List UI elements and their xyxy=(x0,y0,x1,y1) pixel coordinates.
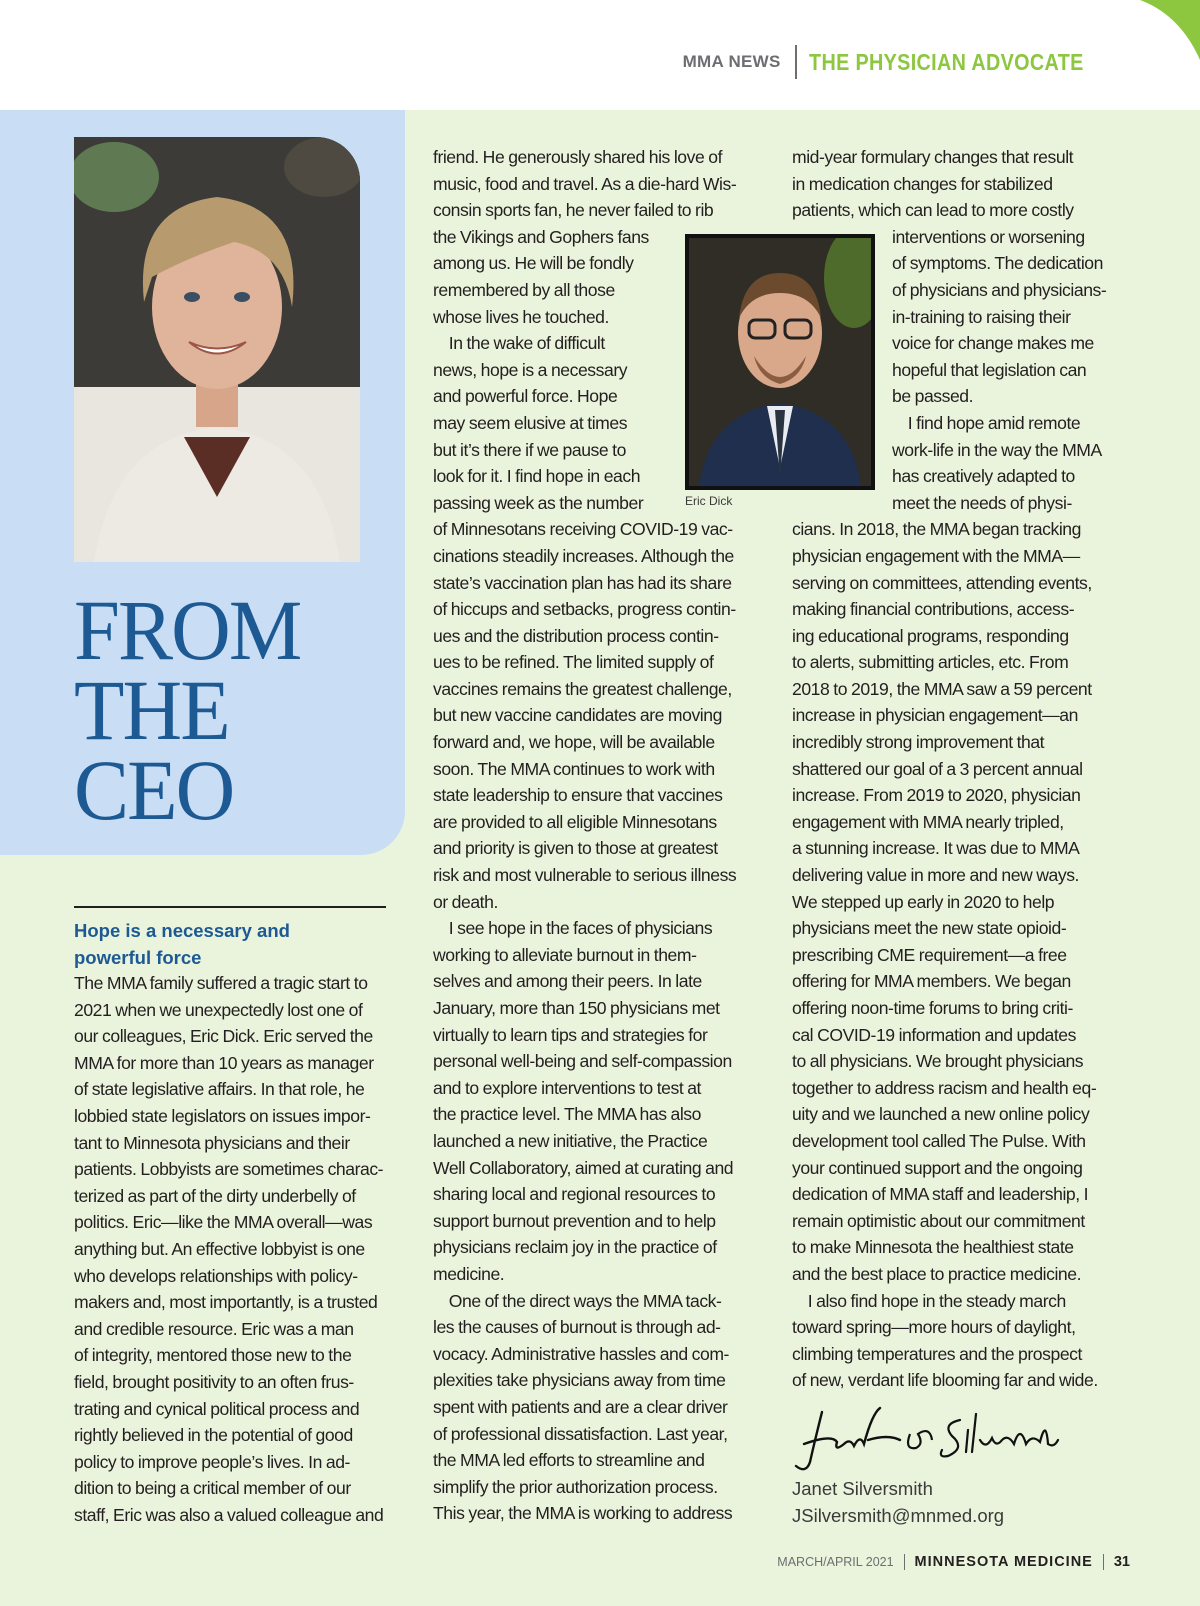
article-text-line: of state legislative affairs. In that role, he xyxy=(74,1079,365,1100)
article-text-line: in medication changes for stabilized xyxy=(792,173,1053,194)
article-text-line: serving on committees, attending events, xyxy=(792,572,1092,593)
article-text-line: making financial contributions, access- xyxy=(792,599,1075,620)
title-line: THE xyxy=(74,662,229,758)
article-text-line: state leadership to ensure that vaccines xyxy=(433,785,723,806)
article-text-line: ing educational programs, responding xyxy=(792,625,1069,646)
article-text-line: One of the direct ways the MMA tack- xyxy=(433,1290,722,1311)
page-footer xyxy=(777,1554,1130,1570)
article-text-line: the Vikings and Gophers fans xyxy=(433,226,649,247)
article-text-line: remembered by all those xyxy=(433,279,615,300)
article-text-line: uity and we launched a new online policy xyxy=(792,1104,1090,1125)
signoff-name: Janet Silversmith xyxy=(792,1478,933,1499)
article-text-line: dedication of MMA staff and leadership, I xyxy=(792,1184,1089,1205)
article-text-line: terized as part of the dirty underbelly of xyxy=(74,1185,356,1206)
article-text-line: cal COVID-19 information and updates xyxy=(792,1024,1076,1045)
article-text-line: This year, the MMA is working to address xyxy=(433,1503,733,1524)
page-number: 31 xyxy=(1113,1554,1130,1570)
article-text-line: be passed. xyxy=(892,386,974,407)
article-text-line: together to address racism and health eq- xyxy=(792,1077,1097,1098)
article-text-line: and credible resource. Eric was a man xyxy=(74,1318,354,1339)
article-text-line: mid-year formulary changes that result xyxy=(792,147,1074,167)
article-text-line: shattered our goal of a 3 percent annual xyxy=(792,758,1083,779)
article-text-line: cinations steadily increases. Although the xyxy=(433,545,734,566)
article-text-line: and priority is given to those at greatest xyxy=(433,838,718,859)
article-text-line: field, brought positivity to an often frus- xyxy=(74,1371,354,1392)
article-text-line: a stunning increase. It was due to MMA xyxy=(792,838,1080,859)
article-text-line: who develops relationships with policy- xyxy=(74,1265,358,1286)
article-text-line: I see hope in the faces of physicians xyxy=(433,918,713,939)
article-text-line: interventions or worsening xyxy=(892,226,1085,247)
article-text-line: sharing local and regional resources to xyxy=(433,1184,716,1205)
article-column-2 xyxy=(433,144,736,1527)
article-text-line: and to explore interventions to test at xyxy=(433,1077,701,1098)
article-text-line: vaccines remains the greatest challenge, xyxy=(433,678,732,699)
article-text-line: lobbied state legislators on issues impor- xyxy=(74,1105,371,1126)
article-text-line: ues and the distribution process contin- xyxy=(433,625,719,646)
signoff-email: JSilversmith@mnmed.org xyxy=(792,1505,1005,1526)
article-text-line: incredibly strong improvement that xyxy=(792,732,1045,753)
article-text-line: may seem elusive at times xyxy=(433,412,628,433)
article-text-line: meet the needs of physi- xyxy=(892,492,1072,513)
article-text-line: in-training to raising their xyxy=(892,306,1071,327)
article-text-line: risk and most vulnerable to serious illness xyxy=(433,865,737,886)
subhead-line: Hope is a necessary and xyxy=(74,920,290,941)
article-text-line: physicians meet the new state opioid- xyxy=(792,918,1067,939)
article-text-line: medicine. xyxy=(433,1263,505,1284)
article-column-3 xyxy=(792,144,1106,1394)
article-text-line: In the wake of difficult xyxy=(433,333,605,354)
article-text-line: trating and cynical political process and xyxy=(74,1398,360,1419)
page-title xyxy=(74,582,301,838)
article-text-line: of integrity, mentored those new to the xyxy=(74,1345,352,1366)
article-text-line: your continued support and the ongoing xyxy=(792,1157,1083,1178)
article-text-line: passing week as the number xyxy=(433,492,644,513)
article-text-line: We stepped up early in 2020 to help xyxy=(792,891,1055,912)
article-text-line: of hiccups and setbacks, progress contin- xyxy=(433,599,736,620)
photo-caption: Eric Dick xyxy=(685,494,733,508)
article-text-line: are provided to all eligible Minnesotans xyxy=(433,811,717,832)
article-text-line: climbing temperatures and the prospect xyxy=(792,1343,1082,1364)
article-text-line: launched a new initiative, the Practice xyxy=(433,1130,708,1151)
article-text-line: les the causes of burnout is through ad- xyxy=(433,1317,721,1338)
article-text-line: of new, verdant life blooming far and wide. xyxy=(792,1370,1098,1391)
article-text-line: of physicians and physicians- xyxy=(892,279,1107,300)
article-text-line: to all physicians. We brought physicians xyxy=(792,1051,1084,1072)
article-text-line: music, food and travel. As a die-hard Wis- xyxy=(433,173,737,194)
article-text-line: and the best place to practice medicine. xyxy=(792,1263,1082,1284)
article-text-line: anything but. An effective lobbyist is one xyxy=(74,1238,365,1259)
article-text-line: ues to be refined. The limited supply of xyxy=(433,652,714,673)
article-text-line: of Minnesotans receiving COVID-19 vac- xyxy=(433,519,733,540)
article-text-line: increase in physician engagement—an xyxy=(792,705,1078,726)
article-text-line: rightly believed in the potential of good xyxy=(74,1425,353,1446)
article-text-line: of professional dissatisfaction. Last year, xyxy=(433,1423,728,1444)
article-text-line: support burnout prevention and to help xyxy=(433,1210,716,1231)
article-text-line: politics. Eric—like the MMA overall—was xyxy=(74,1212,373,1233)
article-text-line: of symptoms. The dedication xyxy=(892,253,1103,274)
article-text-line: voice for change makes me xyxy=(892,333,1094,354)
article-text-line: patients. Lobbyists are sometimes charac- xyxy=(74,1159,384,1180)
article-text-line: to alerts, submitting articles, etc. From xyxy=(792,652,1069,673)
article-text-line: personal well-being and self-compassion xyxy=(433,1051,732,1072)
article-text-line: The MMA family suffered a tragic start to xyxy=(74,973,368,993)
article-text-line: increase. From 2019 to 2020, physician xyxy=(792,785,1081,806)
article-text-line: hopeful that legislation can xyxy=(892,359,1087,380)
article-text-line: MMA for more than 10 years as manager xyxy=(74,1052,374,1073)
section-label: MMA NEWS xyxy=(683,45,797,79)
article-text-line: staff, Eric was also a valued colleague and xyxy=(74,1504,384,1525)
article-text-line: simplify the prior authorization process. xyxy=(433,1476,718,1497)
article-text-line: physician engagement with the MMA— xyxy=(792,545,1080,566)
article-text-line: I find hope amid remote xyxy=(892,412,1081,433)
article-text-line: among us. He will be fondly xyxy=(433,253,634,274)
article-text-line: state’s vaccination plan has had its share xyxy=(433,572,732,593)
article-text-line: makers and, most importantly, is a trusted xyxy=(74,1292,378,1313)
article-text-line: forward and, we hope, will be available xyxy=(433,732,715,753)
article-text-line: remain optimistic about our commitment xyxy=(792,1210,1085,1231)
handwritten-signature xyxy=(792,1404,1062,1476)
article-text-line: January, more than 150 physicians met xyxy=(433,998,720,1018)
article-subhead xyxy=(74,918,394,971)
article-text-line: spent with patients and are a clear driver xyxy=(433,1396,728,1417)
article-text-line: work-life in the way the MMA xyxy=(892,439,1102,460)
article-text-line: development tool called The Pulse. With xyxy=(792,1130,1086,1151)
article-text-line: selves and among their peers. In late xyxy=(433,971,702,992)
article-text-line: I also find hope in the steady march xyxy=(792,1290,1066,1311)
publication-label: THE PHYSICIAN ADVOCATE xyxy=(808,49,1084,75)
article-text-line: 2018 to 2019, the MMA saw a 59 percent xyxy=(792,678,1092,699)
article-text-line: patients, which can lead to more costly xyxy=(792,200,1074,221)
article-text-line: friend. He generously shared his love of xyxy=(433,147,723,167)
article-text-line: plexities take physicians away from time xyxy=(433,1370,726,1391)
title-line: CEO xyxy=(74,742,234,838)
article-text-line: engagement with MMA nearly tripled, xyxy=(792,811,1064,832)
article-text-line: but new vaccine candidates are moving xyxy=(433,705,722,726)
article-text-line: or death. xyxy=(433,891,498,912)
article-text-line: news, hope is a necessary xyxy=(433,359,628,380)
article-text-line: policy to improve people’s lives. In ad- xyxy=(74,1451,350,1472)
ceo-portrait-photo xyxy=(74,137,360,562)
article-text-line: has creatively adapted to xyxy=(892,466,1075,487)
article-text-line: tant to Minnesota physicians and their xyxy=(74,1132,350,1153)
article-text-line: offering noon-time forums to bring criti- xyxy=(792,998,1073,1018)
article-text-line: soon. The MMA continues to work with xyxy=(433,758,715,779)
article-text-line: the MMA led efforts to streamline and xyxy=(433,1450,705,1471)
article-text-line: vocacy. Administrative hassles and com- xyxy=(433,1343,729,1364)
article-text-line: working to alleviate burnout in them- xyxy=(433,944,697,965)
article-text-line: our colleagues, Eric Dick. Eric served the xyxy=(74,1026,373,1047)
page-header xyxy=(683,44,1130,80)
article-text-line: consin sports fan, he never failed to rib xyxy=(433,200,714,221)
article-text-line: toward spring—more hours of daylight, xyxy=(792,1317,1076,1338)
subhead-line: powerful force xyxy=(74,946,202,968)
article-text-line: to make Minnesota the healthiest state xyxy=(792,1237,1074,1258)
article-column-1 xyxy=(74,970,383,1528)
magazine-name: MINNESOTA MEDICINE xyxy=(905,1554,1104,1570)
article-text-line: prescribing CME requirement—a free xyxy=(792,944,1067,965)
issue-date: MARCH/APRIL 2021 xyxy=(777,1554,904,1570)
article-text-line: delivering value in more and new ways. xyxy=(792,865,1079,886)
article-text-line: but it’s there if we pause to xyxy=(433,439,626,460)
article-text-line: virtually to learn tips and strategies for xyxy=(433,1024,708,1045)
article-text-line: physicians reclaim joy in the practice of xyxy=(433,1237,717,1258)
title-line: FROM xyxy=(74,582,301,678)
article-text-line: and powerful force. Hope xyxy=(433,386,618,407)
article-text-line: offering for MMA members. We began xyxy=(792,971,1071,992)
article-text-line: look for it. I find hope in each xyxy=(433,466,641,487)
article-text-line: whose lives he touched. xyxy=(433,306,609,327)
article-text-line: Well Collaboratory, aimed at curating and xyxy=(433,1157,734,1178)
section-divider xyxy=(74,906,386,908)
article-text-line: dition to being a critical member of our xyxy=(74,1478,351,1499)
article-text-line: the practice level. The MMA has also xyxy=(433,1104,701,1125)
article-text-line: 2021 when we unexpectedly lost one of xyxy=(74,999,363,1020)
article-text-line: cians. In 2018, the MMA began tracking xyxy=(792,519,1081,540)
